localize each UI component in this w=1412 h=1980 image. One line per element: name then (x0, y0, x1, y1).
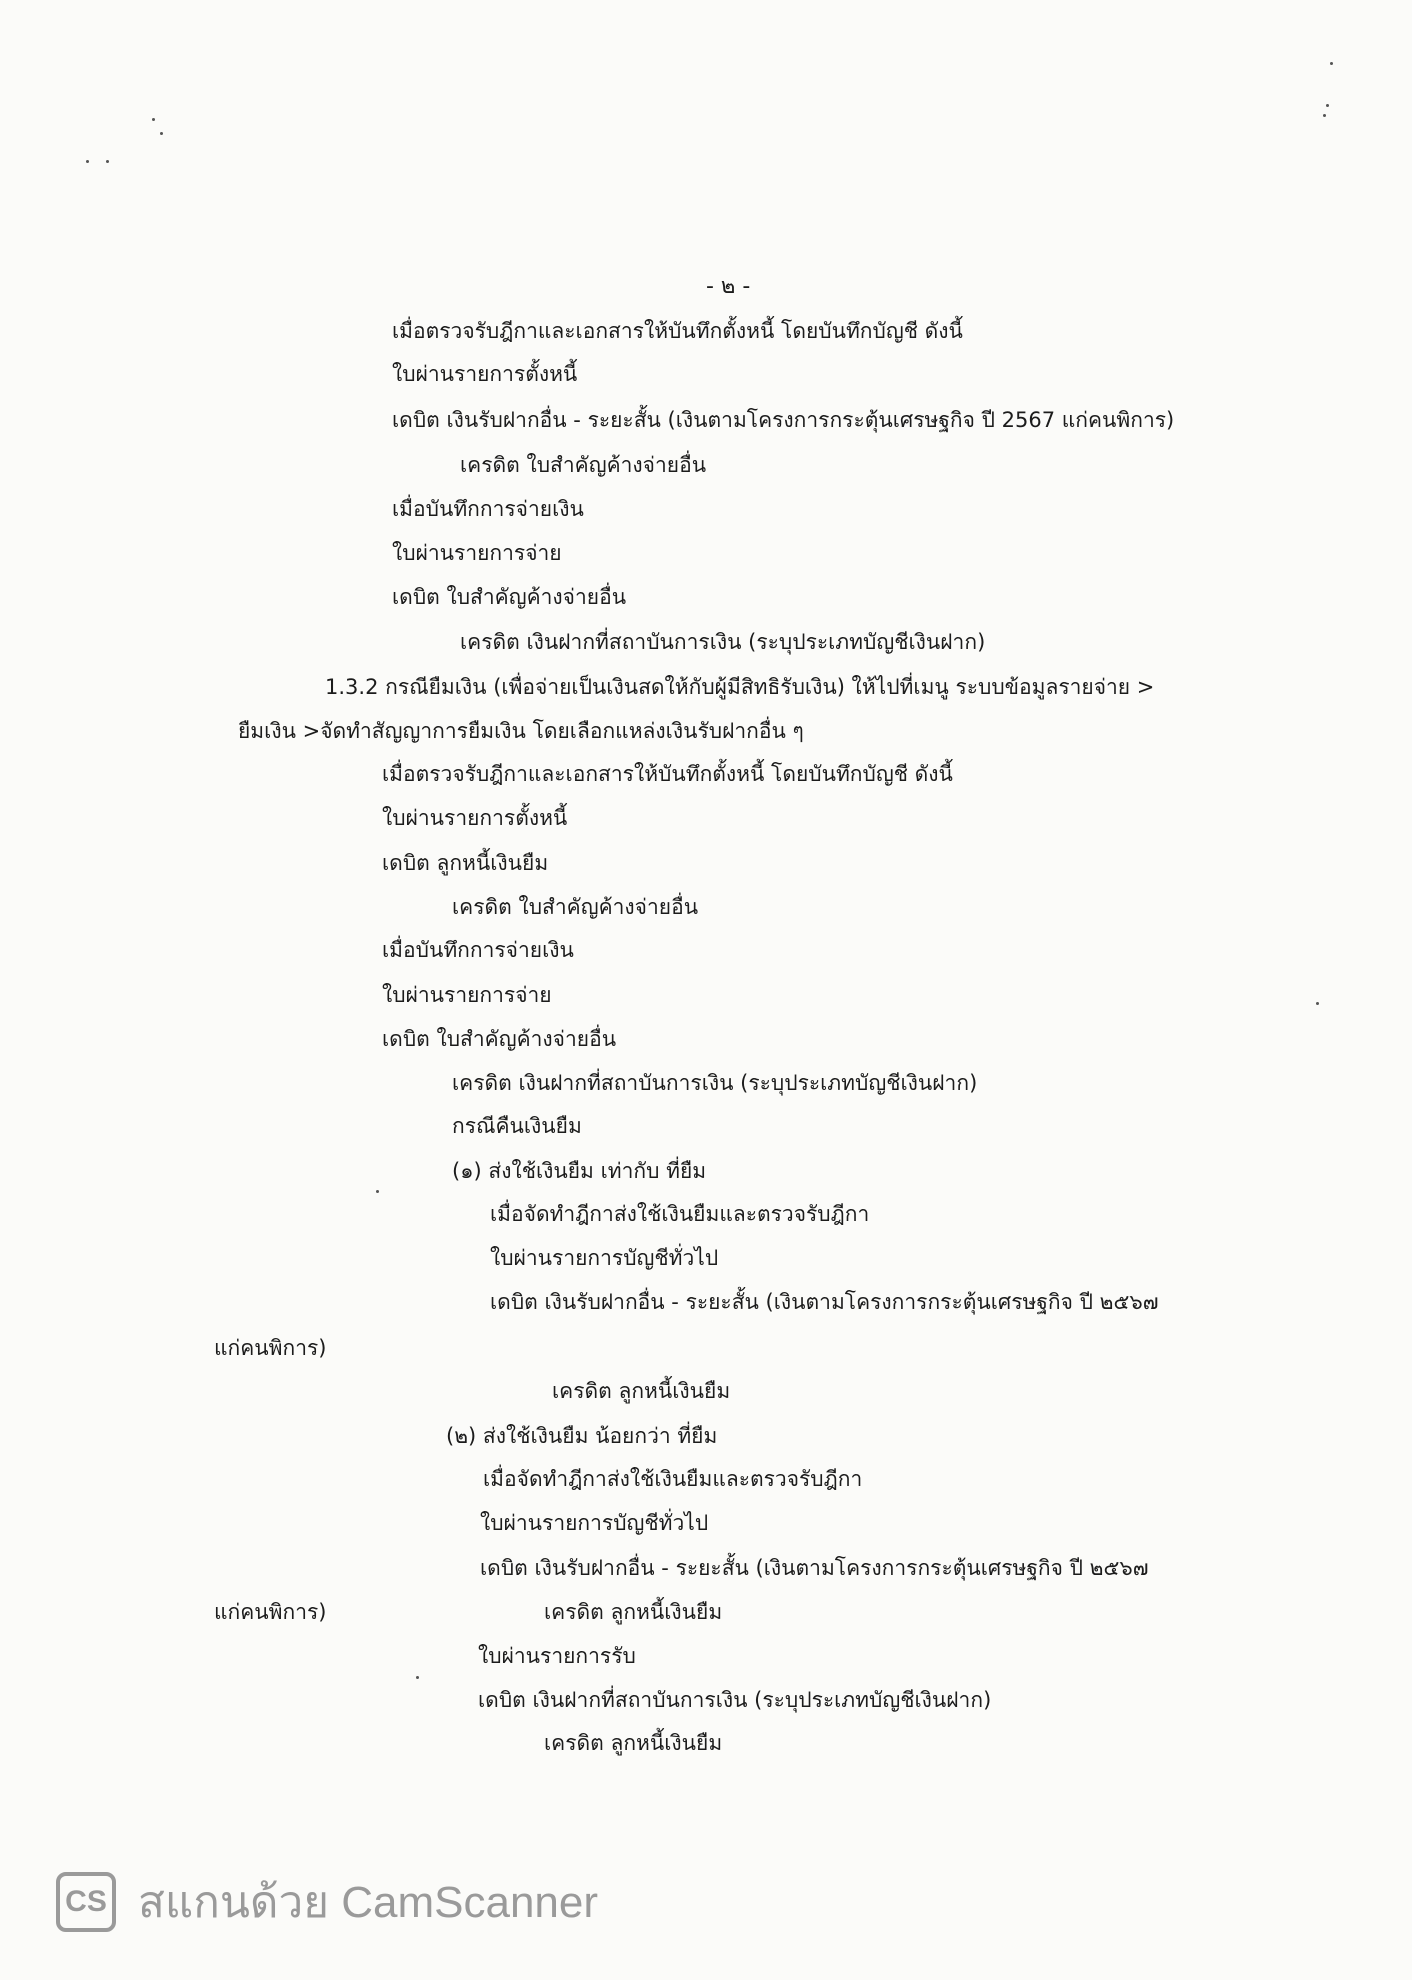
text-line: (๒) ส่งใช้เงินยืม น้อยกว่า ที่ยืม (446, 1424, 718, 1448)
scan-speck (1323, 114, 1326, 117)
text-line: เดบิต เงินรับฝากอื่น - ระยะสั้น (เงินตามโครงการกระตุ้นเศรษฐกิจ ปี ๒๕๖๗ (490, 1290, 1159, 1314)
scan-speck (376, 1190, 379, 1193)
text-line: เครดิต ใบสำคัญค้างจ่ายอื่น (460, 453, 707, 477)
text-line: เครดิต เงินฝากที่สถาบันการเงิน (ระบุประเภทบัญชีเงินฝาก) (452, 1071, 978, 1095)
text-line: เมื่อตรวจรับฎีกาและเอกสารให้บันทึกตั้งหนี้ โดยบันทึกบัญชี ดังนี้ (392, 319, 963, 343)
page-number: - ๒ - (706, 274, 751, 299)
scan-speck (1316, 1002, 1319, 1005)
watermark-text: สแกนด้วย CamScanner (138, 1878, 599, 1927)
scan-speck (160, 132, 163, 135)
scan-speck (416, 1676, 419, 1679)
text-line: 1.3.2 กรณียืมเงิน (เพื่อจ่ายเป็นเงินสดให้กับผู้มีสิทธิรับเงิน) ให้ไปที่เมนู ระบบข้อมูลรายจ่าย > (325, 675, 1155, 699)
text-line: เมื่อบันทึกการจ่ายเงิน (382, 938, 574, 962)
text-line: เครดิต เงินฝากที่สถาบันการเงิน (ระบุประเภทบัญชีเงินฝาก) (460, 630, 986, 654)
text-line: ใบผ่านรายการรับ (478, 1644, 636, 1668)
text-line: แก่คนพิการ) (214, 1600, 327, 1624)
scan-speck (86, 160, 89, 163)
text-line: (๑) ส่งใช้เงินยืม เท่ากับ ที่ยืม (452, 1159, 707, 1183)
text-line: แก่คนพิการ) (214, 1336, 327, 1360)
text-line: เมื่อตรวจรับฎีกาและเอกสารให้บันทึกตั้งหนี้ โดยบันทึกบัญชี ดังนี้ (382, 762, 953, 786)
text-line: ใบผ่านรายการตั้งหนี้ (392, 362, 578, 386)
text-line: เมื่อบันทึกการจ่ายเงิน (392, 497, 584, 521)
text-line: เดบิต เงินรับฝากอื่น - ระยะสั้น (เงินตามโครงการกระตุ้นเศรษฐกิจ ปี 2567 แก่คนพิการ) (392, 408, 1175, 432)
text-line: เดบิต เงินฝากที่สถาบันการเงิน (ระบุประเภทบัญชีเงินฝาก) (478, 1688, 992, 1712)
text-line: เครดิต ลูกหนี้เงินยืม (544, 1731, 723, 1755)
text-line: เครดิต ลูกหนี้เงินยืม (544, 1600, 723, 1624)
camscanner-watermark (56, 1870, 598, 1934)
scan-speck (106, 160, 109, 163)
text-line: เมื่อจัดทำฎีกาส่งใช้เงินยืมและตรวจรับฎีกา (490, 1202, 870, 1226)
text-line: ใบผ่านรายการจ่าย (382, 983, 552, 1007)
text-line: ใบผ่านรายการตั้งหนี้ (382, 806, 568, 830)
text-line: ใบผ่านรายการบัญชีทั่วไป (480, 1511, 709, 1535)
text-line: เดบิต ใบสำคัญค้างจ่ายอื่น (392, 585, 627, 609)
scan-speck (1330, 62, 1333, 65)
scan-speck (152, 118, 155, 121)
text-line: ใบผ่านรายการจ่าย (392, 541, 562, 565)
text-line: เครดิต ใบสำคัญค้างจ่ายอื่น (452, 895, 699, 919)
text-line: เดบิต ลูกหนี้เงินยืม (382, 851, 549, 875)
scan-speck (1326, 104, 1329, 107)
text-line: เมื่อจัดทำฎีกาส่งใช้เงินยืมและตรวจรับฎีกา (483, 1467, 863, 1491)
text-line: เดบิต เงินรับฝากอื่น - ระยะสั้น (เงินตามโครงการกระตุ้นเศรษฐกิจ ปี ๒๕๖๗ (480, 1556, 1149, 1580)
text-line: ใบผ่านรายการบัญชีทั่วไป (490, 1246, 719, 1270)
text-line: กรณีคืนเงินยืม (452, 1114, 582, 1138)
text-line: ยืมเงิน >จัดทำสัญญาการยืมเงิน โดยเลือกแหล่งเงินรับฝากอื่น ๆ (238, 719, 804, 743)
text-line: เครดิต ลูกหนี้เงินยืม (552, 1379, 731, 1403)
camscanner-logo-icon: CS (56, 1872, 116, 1932)
text-line: เดบิต ใบสำคัญค้างจ่ายอื่น (382, 1027, 617, 1051)
